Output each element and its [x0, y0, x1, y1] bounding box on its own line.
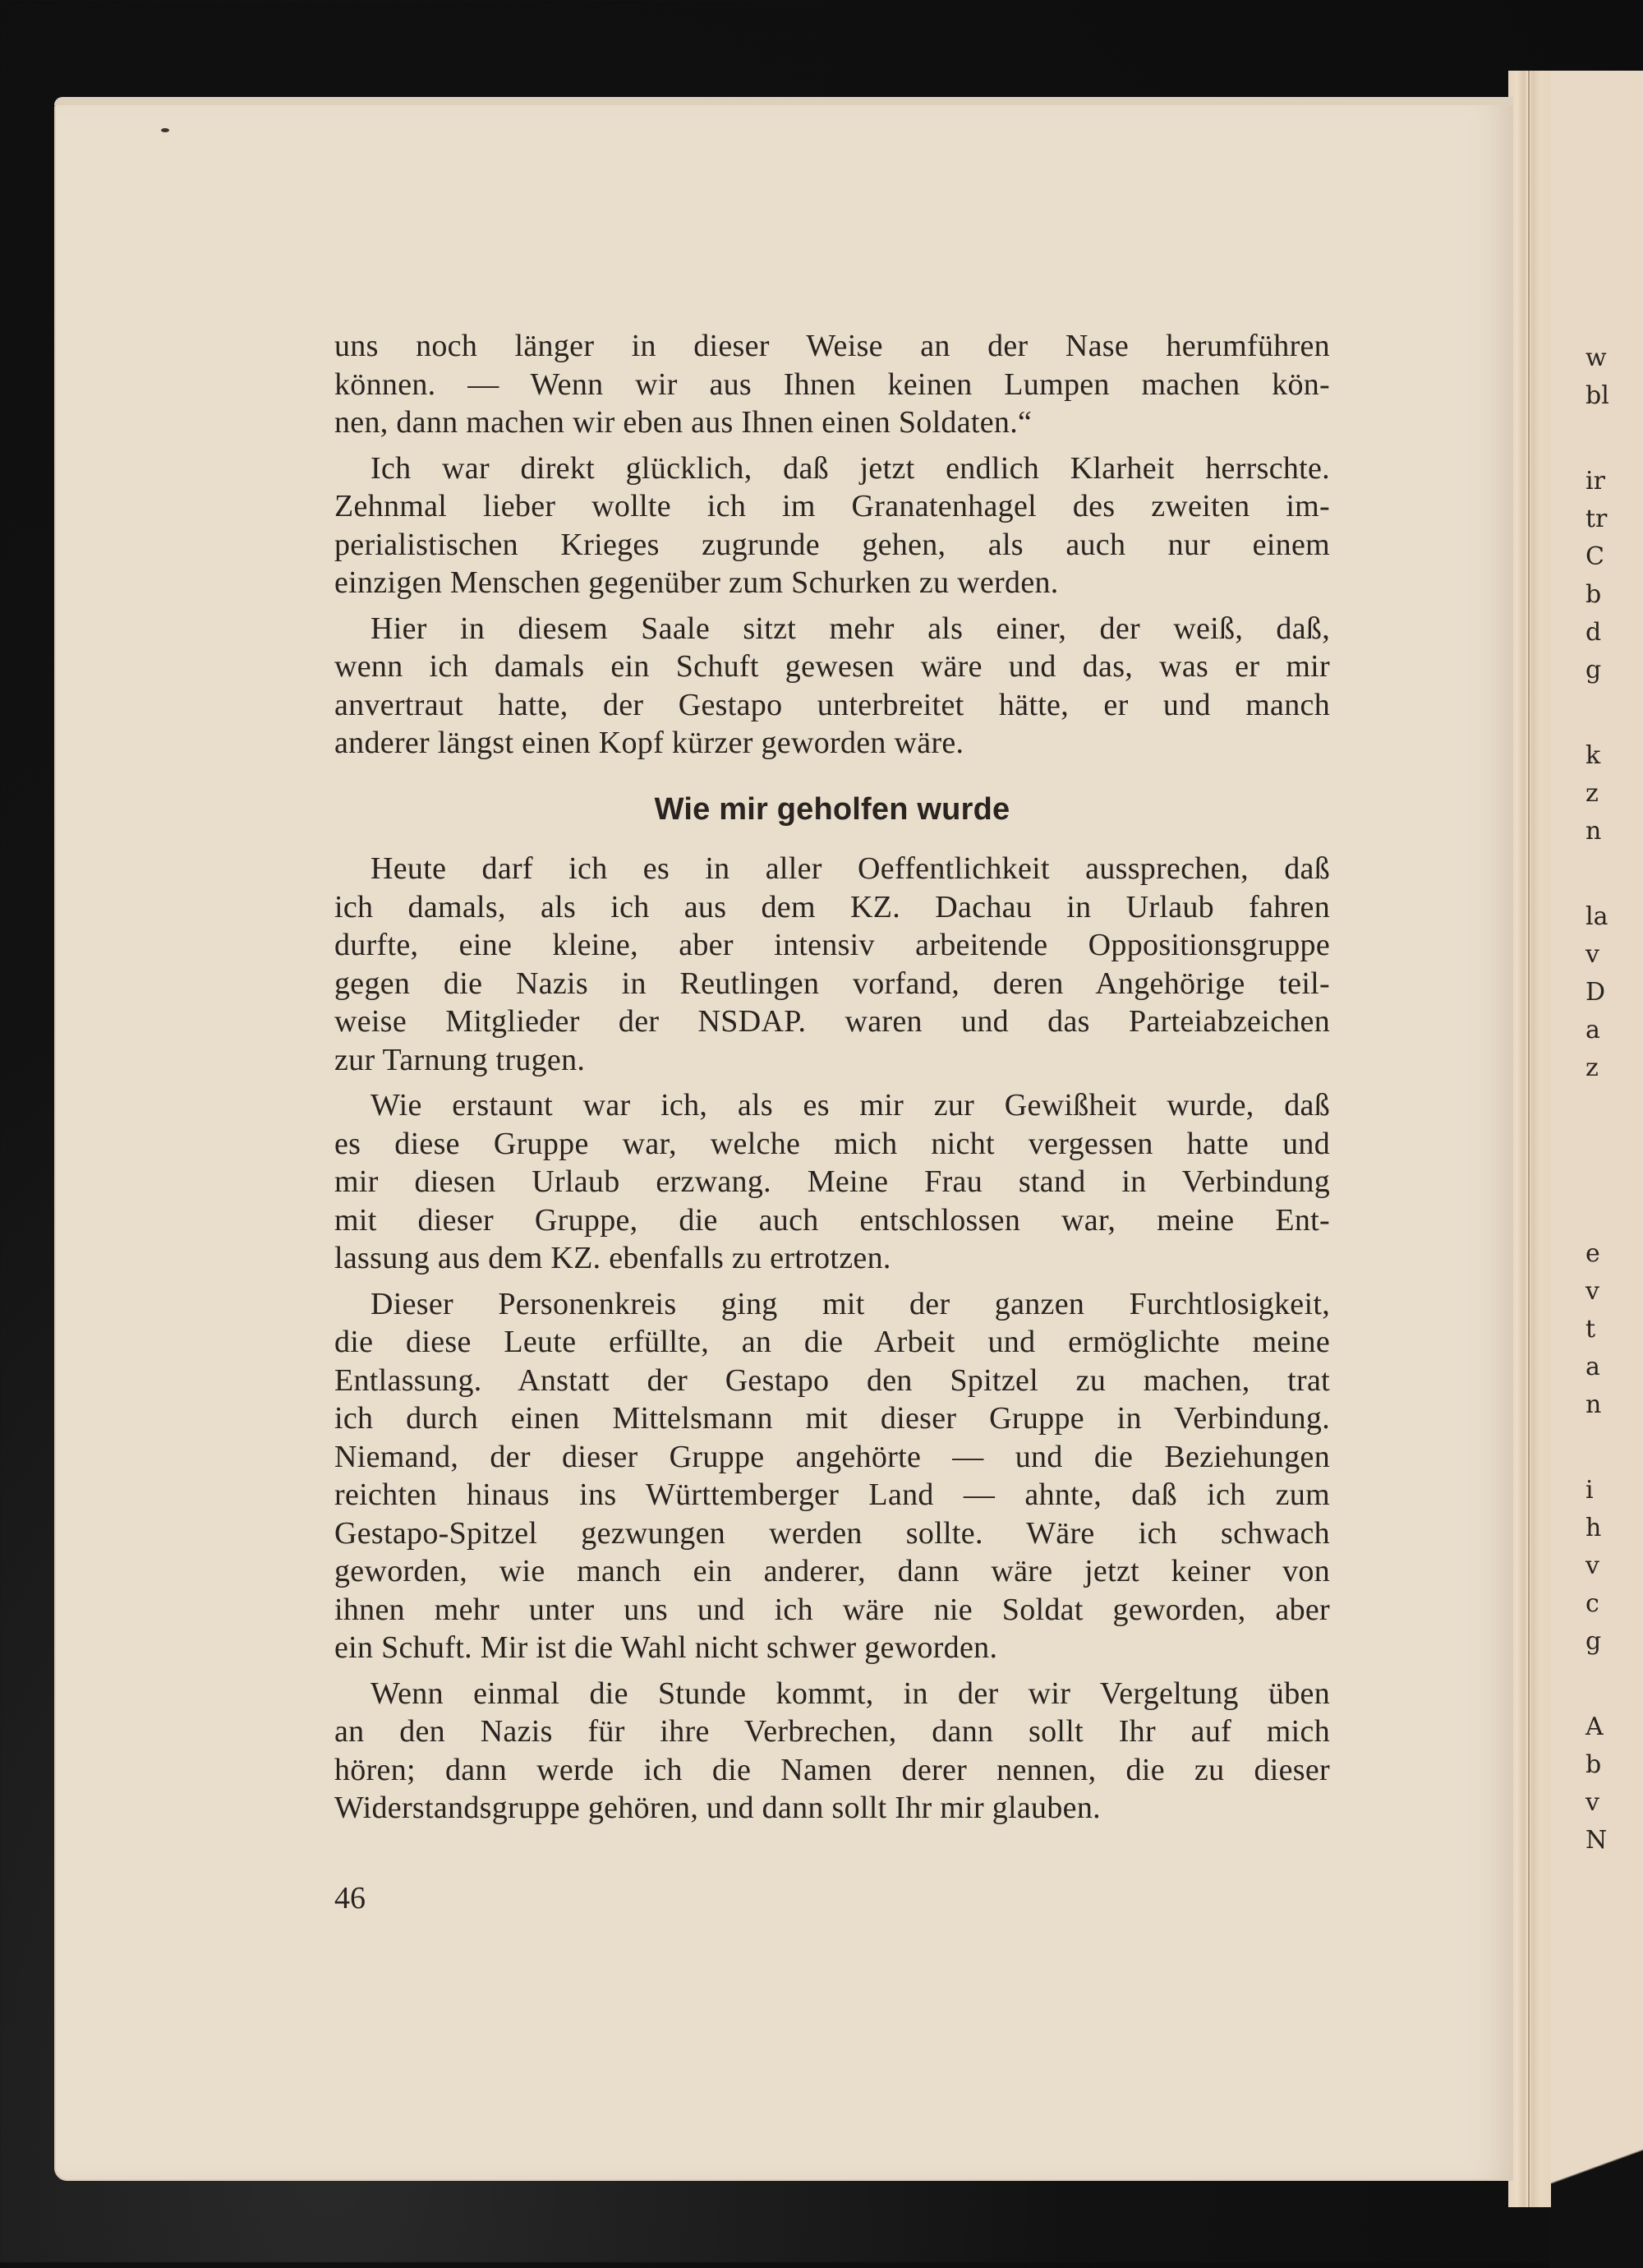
text-line: Hier in diesem Saale sitzt mehr als einer, der weiß, daß, [370, 611, 1330, 646]
facing-page-fragment: v [1585, 1788, 1599, 1817]
facing-page-fragment: n [1585, 817, 1602, 846]
facing-page-fragment: b [1585, 580, 1602, 609]
text-line: wenn ich damals ein Schuft gewesen wäre und das, was er mir [334, 649, 1330, 684]
facing-page-fragment: ir [1585, 467, 1605, 496]
facing-page-fragment: N [1585, 1826, 1608, 1855]
text-line: uns noch länger in dieser Weise an der Nase herumführen [334, 329, 1330, 363]
facing-page-shadow [1549, 2104, 1643, 2268]
text-line: ich durch einen Mittelsmann mit dieser Gruppe in Verbindung. [334, 1401, 1330, 1436]
text-line: Entlassung. Anstatt der Gestapo den Spitzel zu machen, trat [334, 1362, 1330, 1398]
facing-page-fragment: z [1585, 779, 1599, 808]
facing-page-fragment: v [1585, 940, 1599, 969]
paragraph [334, 1675, 1330, 1828]
facing-page-fragment: bl [1585, 381, 1609, 410]
paragraph [334, 850, 1330, 1079]
text-line: ich damals, als ich aus dem KZ. Dachau in Urlaub fahren [334, 889, 1330, 924]
paragraph [334, 449, 1330, 602]
page-number: 46 [334, 1881, 366, 1915]
facing-page-fragment: D [1585, 978, 1606, 1007]
text-line: ihnen mehr unter uns und ich wäre nie Soldat geworden, aber [334, 1592, 1330, 1627]
text-line: anvertraut hatte, der Gestapo unterbreitet hätte, er und manch [334, 687, 1330, 722]
text-line: Widerstandsgruppe gehören, und dann sollt Ihr mir glauben. [334, 1791, 1101, 1825]
text-line: gegen die Nazis in Reutlingen vorfand, deren Angehörige teil- [334, 966, 1330, 1001]
paragraph-continued [334, 327, 1330, 442]
facing-page-fragment: la [1585, 902, 1608, 931]
facing-page-fragment: d [1585, 618, 1602, 647]
facing-page-fragment: v [1585, 1551, 1599, 1580]
book-gutter [1508, 71, 1551, 2207]
text-line: hören; dann werde ich die Namen derer nennen, die zu dieser [334, 1752, 1330, 1787]
text-line: einzigen Menschen gegenüber zum Schurken zu werden. [334, 565, 1059, 600]
text-line: geworden, wie manch ein anderer, dann wäre jetzt keiner von [334, 1554, 1330, 1588]
text-line: anderer längst einen Kopf kürzer geworden wäre. [334, 726, 964, 760]
text-line: an den Nazis für ihre Verbrechen, dann sollt Ihr auf mich [334, 1714, 1330, 1749]
gutter-fold-line [1528, 71, 1530, 2207]
text-line: ein Schuft. Mir ist die Wahl nicht schwer geworden. [334, 1630, 998, 1665]
section-heading: Wie mir geholfen wurde [654, 791, 1010, 827]
facing-page-fragment: n [1585, 1390, 1602, 1419]
paper-speck [161, 128, 169, 132]
text-line: lassung aus dem KZ. ebenfalls zu ertrotzen. [334, 1241, 891, 1275]
text-line: perialistischen Krieges zugrunde gehen, als auch nur einem [334, 527, 1330, 562]
text-line: Wie erstaunt war ich, als es mir zur Gewißheit wurde, daß [370, 1088, 1330, 1122]
text-line: Dieser Personenkreis ging mit der ganzen Furchtlosigkeit, [370, 1286, 1330, 1321]
text-line: Gestapo-Spitzel gezwungen werden sollte. Wäre ich schwach [334, 1515, 1330, 1551]
facing-page-fragment: a [1585, 1016, 1600, 1044]
facing-page-fragment: t [1585, 1315, 1596, 1344]
facing-page-fragment: g [1585, 1627, 1602, 1656]
facing-page-fragment: C [1585, 542, 1604, 571]
page-body [334, 327, 1330, 1835]
facing-page-fragment: h [1585, 1514, 1602, 1542]
facing-page-fragment: c [1585, 1589, 1599, 1618]
facing-page-fragment: i [1585, 1476, 1594, 1505]
text-line: weise Mitglieder der NSDAP. waren und das Parteiabzeichen [334, 1004, 1330, 1039]
text-line: Heute darf ich es in aller Oeffentlichkeit aussprechen, daß [370, 851, 1330, 886]
facing-page-fragment: b [1585, 1750, 1602, 1779]
text-line: reichten hinaus ins Württemberger Land — ahnte, daß ich zum [334, 1477, 1330, 1512]
facing-page-fragment: A [1585, 1713, 1604, 1741]
paragraph [334, 1285, 1330, 1667]
text-line: Niemand, der dieser Gruppe angehörte — und die Beziehungen [334, 1439, 1330, 1474]
facing-page-fragment: e [1585, 1239, 1600, 1268]
text-line: Ich war direkt glücklich, daß jetzt endlich Klarheit herrschte. [370, 450, 1330, 486]
text-line: mit dieser Gruppe, die auch entschlossen war, meine Ent- [334, 1202, 1330, 1238]
text-line: Zehnmal lieber wollte ich im Granatenhagel des zweiten im- [334, 489, 1330, 523]
text-line: die diese Leute erfüllte, an die Arbeit und ermöglichte meine [334, 1325, 1330, 1359]
text-line: zur Tarnung trugen. [334, 1042, 586, 1077]
paragraph [334, 1086, 1330, 1278]
facing-page-fragment: k [1585, 741, 1601, 770]
facing-page-fragment: v [1585, 1277, 1599, 1306]
facing-page-fragment: a [1585, 1353, 1600, 1381]
text-line: Wenn einmal die Stunde kommt, in der wir Vergeltung üben [370, 1676, 1330, 1711]
facing-page-fragment: w [1585, 343, 1607, 372]
paragraph [334, 610, 1330, 763]
text-line: mir diesen Urlaub erzwang. Meine Frau stand in Verbindung [334, 1164, 1330, 1199]
text-line: es diese Gruppe war, welche mich nicht vergessen hatte und [334, 1126, 1330, 1161]
facing-page-fragment: z [1585, 1053, 1599, 1082]
facing-page-fragment: g [1585, 656, 1602, 685]
facing-page-fragment: tr [1585, 505, 1608, 533]
text-line: durfte, eine kleine, aber intensiv arbeitende Oppositionsgruppe [334, 928, 1330, 962]
text-line: können. — Wenn wir aus Ihnen keinen Lumpen machen kön- [334, 366, 1330, 402]
text-line: nen, dann machen wir eben aus Ihnen einen Soldaten.“ [334, 405, 1033, 440]
